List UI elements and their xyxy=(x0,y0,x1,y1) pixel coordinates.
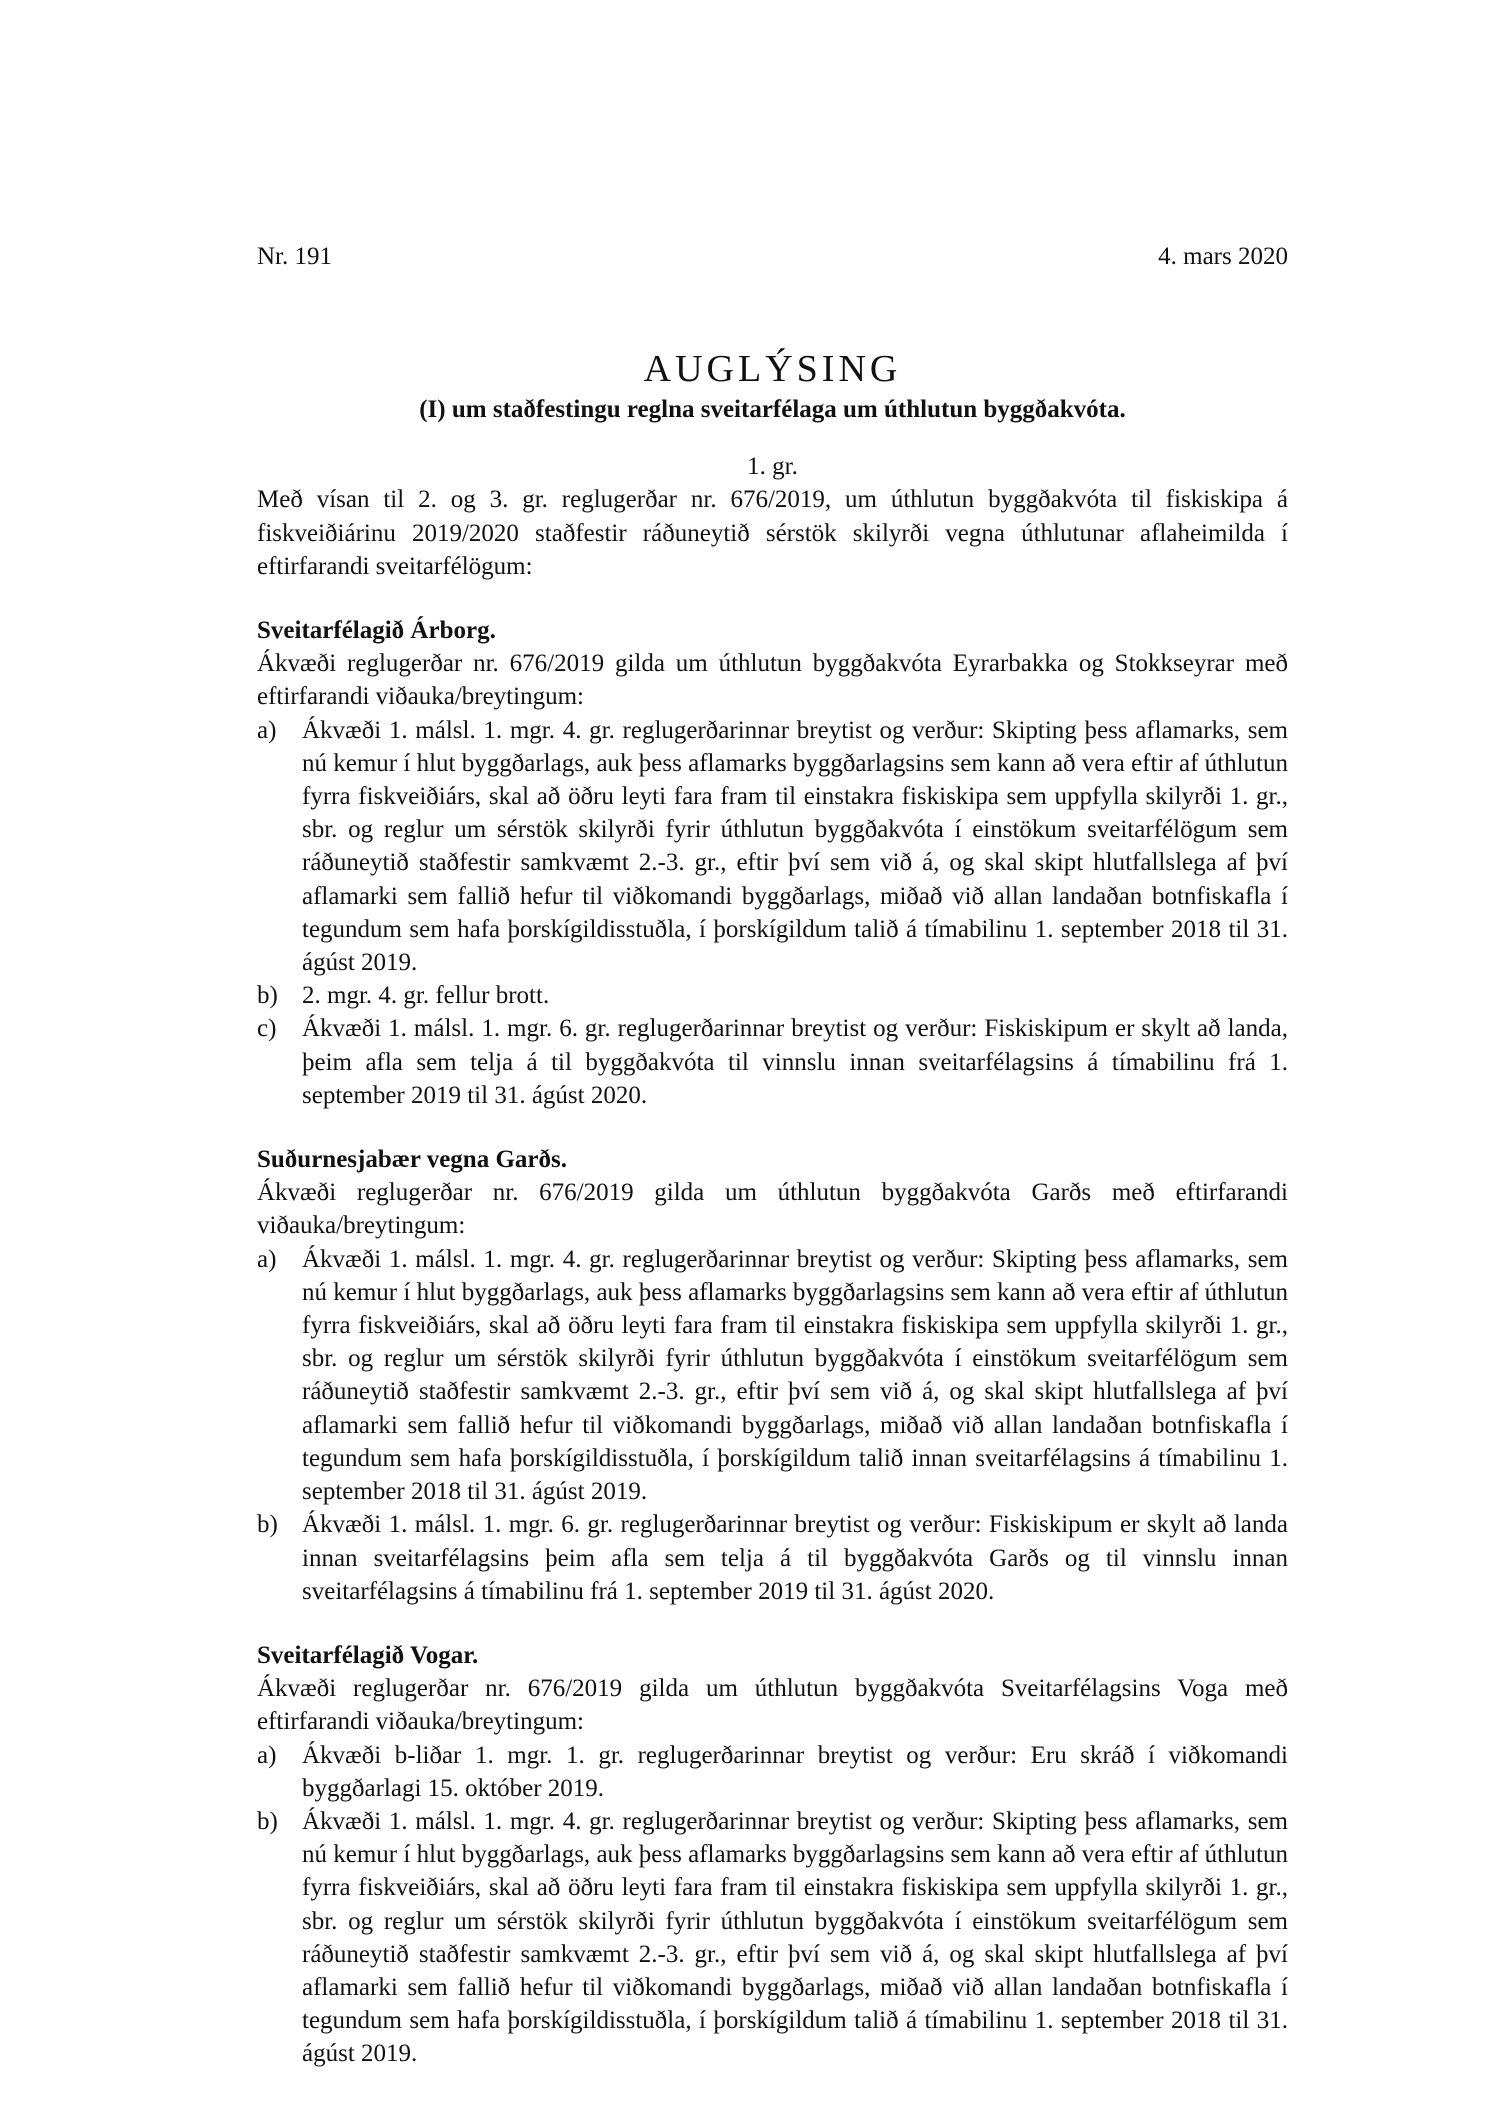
provision-list xyxy=(257,1739,1288,2071)
section-gardur xyxy=(257,1143,1288,1608)
item-text: 2. mgr. 4. gr. fellur brott. xyxy=(302,982,550,1010)
item-text: Ákvæði b-liðar 1. mgr. 1. gr. reglugerðarinnar breytist og verður: Eru skráð í viðkomandi byggðarlagi 15. október 2019. xyxy=(302,1741,1288,1802)
section-title: Sveitarfélagið Vogar. xyxy=(257,1641,479,1669)
section-vogar xyxy=(257,1639,1288,2071)
provision-item xyxy=(257,714,1288,980)
item-text: Ákvæði 1. málsl. 1. mgr. 4. gr. reglugerðarinnar breytist og verður: Skipting þess aflamarks, sem nú kemur í hlut byggðarlags, auk þess aflamarks byggðarlagsins sem kann að vera eftir af úthlutun fyrra fiskveiðiárs, skal að öðru leyti fara fram til einstakra fiskiskipa sem uppfylla skilyrði 1. gr., sbr. og reglur um sérstök skilyrði fyrir úthlutun byggðakvóta í einstökum sveitarfélögum sem ráðuneytið staðfestir samkvæmt 2.-3. gr., eftir því sem við á, og skal skipt hlutfallslega af því aflamarki sem fallið hefur til viðkomandi byggðarlags, miðað við allan landaðan botnfiskafla í tegundum sem hafa þorskígildisstuðla, í þorskígildum talið innan sveitarfélagsins á tímabilinu 1. september 2018 til 31. ágúst 2019. xyxy=(302,1245,1288,1506)
item-letter: a) xyxy=(257,1741,277,1769)
document-body xyxy=(257,345,1288,2071)
item-text: Ákvæði 1. málsl. 1. mgr. 6. gr. reglugerðarinnar breytist og verður: Fiskiskipum er skylt að landa, þeim afla sem telja á til byggðakvóta til vinnslu innan sveitarfélagsins á tímabilinu frá 1. september 2019 til 31. ágúst 2020. xyxy=(302,1015,1288,1109)
document-title: AUGLÝSING xyxy=(643,348,902,390)
section-intro: Ákvæði reglugerðar nr. 676/2019 gilda um úthlutun byggðakvóta Eyrarbakka og Stokkseyrar með eftirfarandi viðauka/breytingum: xyxy=(257,650,1288,711)
publication-date: 4. mars 2020 xyxy=(1158,243,1288,270)
section-arborg xyxy=(257,614,1288,1112)
item-text: Ákvæði 1. málsl. 1. mgr. 4. gr. reglugerðarinnar breytist og verður: Skipting þess aflamarks, sem nú kemur í hlut byggðarlags, auk þess aflamarks byggðarlagsins sem kann að vera eftir af úthlutun fyrra fiskveiðiárs, skal að öðru leyti fara fram til einstakra fiskiskipa sem uppfylla skilyrði 1. gr., sbr. og reglur um sérstök skilyrði fyrir úthlutun byggðakvóta í einstökum sveitarfélögum sem ráðuneytið staðfestir samkvæmt 2.-3. gr., eftir því sem við á, og skal skipt hlutfallslega af því aflamarki sem fallið hefur til viðkomandi byggðarlags, miðað við allan landaðan botnfiskafla í tegundum sem hafa þorskígildisstuðla, í þorskígildum talið á tímabilinu 1. september 2018 til 31. ágúst 2019. xyxy=(302,1807,1288,2068)
item-letter: a) xyxy=(257,716,277,744)
provision-item xyxy=(257,1508,1288,1608)
item-letter: a) xyxy=(257,1245,277,1273)
item-letter: c) xyxy=(257,1015,277,1043)
section-title: Sveitarfélagið Árborg. xyxy=(257,617,496,645)
section-intro: Ákvæði reglugerðar nr. 676/2019 gilda um úthlutun byggðakvóta Garðs með eftirfarandi viðauka/breytingum: xyxy=(257,1179,1288,1240)
item-letter: b) xyxy=(257,982,278,1010)
item-letter: b) xyxy=(257,1511,278,1539)
article-heading: 1. gr. xyxy=(747,453,798,481)
item-letter: b) xyxy=(257,1807,278,1835)
provision-item xyxy=(257,1739,1288,1805)
section-title: Suðurnesjabær vegna Garðs. xyxy=(257,1146,567,1174)
regulation-number: Nr. 191 xyxy=(257,243,332,270)
article-text: Með vísan til 2. og 3. gr. reglugerðar nr. 676/2019, um úthlutun byggðakvóta til fiskiskipa á fiskveiðiárinu 2019/2020 staðfestir ráðuneytið sérstök skilyrði vegna úthlutunar aflaheimilda í eftirfarandi sveitarfélögum: xyxy=(257,486,1288,580)
document-subtitle: (I) um staðfestingu reglna sveitarfélaga um úthlutun byggðakvóta. xyxy=(419,396,1126,423)
item-text: Ákvæði 1. málsl. 1. mgr. 6. gr. reglugerðarinnar breytist og verður: Fiskiskipum er skylt að landa innan sveitarfélagsins þeim afla sem telja á til byggðakvóta Garðs og til vinnslu innan sveitarfélagsins á tímabilinu frá 1. september 2019 til 31. ágúst 2020. xyxy=(302,1511,1288,1605)
item-text: Ákvæði 1. málsl. 1. mgr. 4. gr. reglugerðarinnar breytist og verður: Skipting þess aflamarks, sem nú kemur í hlut byggðarlags, auk þess aflamarks byggðarlagsins sem kann að vera eftir af úthlutun fyrra fiskveiðiárs, skal að öðru leyti fara fram til einstakra fiskiskipa sem uppfylla skilyrði 1. gr., sbr. og reglur um sérstök skilyrði fyrir úthlutun byggðakvóta í einstökum sveitarfélögum sem ráðuneytið staðfestir samkvæmt 2.-3. gr., eftir því sem við á, og skal skipt hlutfallslega af því aflamarki sem fallið hefur til viðkomandi byggðarlags, miðað við allan landaðan botnfiskafla í tegundum sem hafa þorskígildisstuðla, í þorskígildum talið á tímabilinu 1. september 2018 til 31. ágúst 2019. xyxy=(302,716,1288,977)
section-intro: Ákvæði reglugerðar nr. 676/2019 gilda um úthlutun byggðakvóta Sveitarfélagsins Voga með eftirfarandi viðauka/breytingum: xyxy=(257,1675,1288,1736)
provision-item xyxy=(257,1243,1288,1509)
provision-list xyxy=(257,1243,1288,1608)
provision-item xyxy=(257,1805,1288,2071)
provision-item xyxy=(257,979,1288,1012)
provision-item xyxy=(257,1012,1288,1112)
provision-list xyxy=(257,714,1288,1112)
